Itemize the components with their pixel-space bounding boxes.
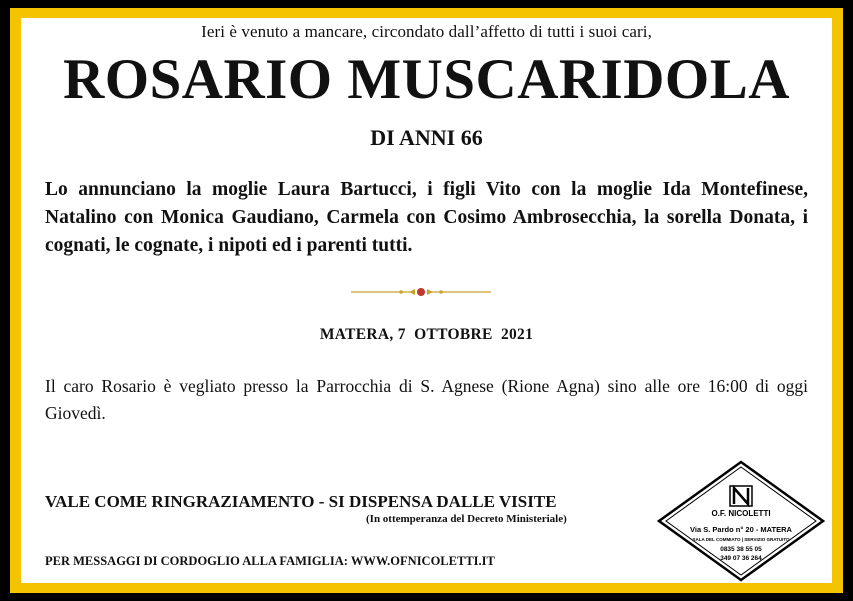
viewing-info: Il caro Rosario è vegliato presso la Parrocchia di S. Agnese (Rione Agna) sino alle ore 16:00 di oggi Giovedì. <box>45 376 808 423</box>
deceased-name: ROSARIO MUSCARIDOLA <box>63 48 790 111</box>
condolence-website: PER MESSAGGI DI CORDOGLIO ALLA FAMIGLIA: WWW.OFNICOLETTI.IT <box>45 554 495 568</box>
logo-address: Via S. Pardo n° 20 - MATERA <box>690 525 792 534</box>
obituary-notice <box>21 18 832 583</box>
ornament-divider <box>349 285 493 299</box>
age-line: DI ANNI 66 <box>370 125 483 150</box>
decree-note: (In ottemperanza del Decreto Ministeriale) <box>366 513 567 525</box>
logo-phone-1: 0835 38 55 05 <box>720 546 762 553</box>
logo-services: SALA DEL COMMIATO | SERVIZIO GRATUITO <box>692 537 790 542</box>
date-line: MATERA, 7 OTTOBRE 2021 <box>319 326 534 343</box>
logo-brand: O.F. NICOLETTI <box>711 509 771 518</box>
logo-phone-2: 349 07 36 264 <box>720 555 762 562</box>
intro-line: Ieri è venuto a mancare, circondato dall’affetto di tutti i suoi cari, <box>201 22 652 41</box>
announcement-paragraph: Lo annunciano la moglie Laura Bartucci, i figli Vito con la moglie Ida Montefinese, Natalino con Monica Gaudiano, Carmela con Cosimo Ambrosecchia, la sorella Donata, i cognati, le cognate, i nipoti ed i parenti tutti. <box>45 179 808 256</box>
thanks-line: VALE COME RINGRAZIAMENTO - SI DISPENSA DALLE VISITE <box>45 492 557 511</box>
funeral-home-logo <box>657 460 825 582</box>
